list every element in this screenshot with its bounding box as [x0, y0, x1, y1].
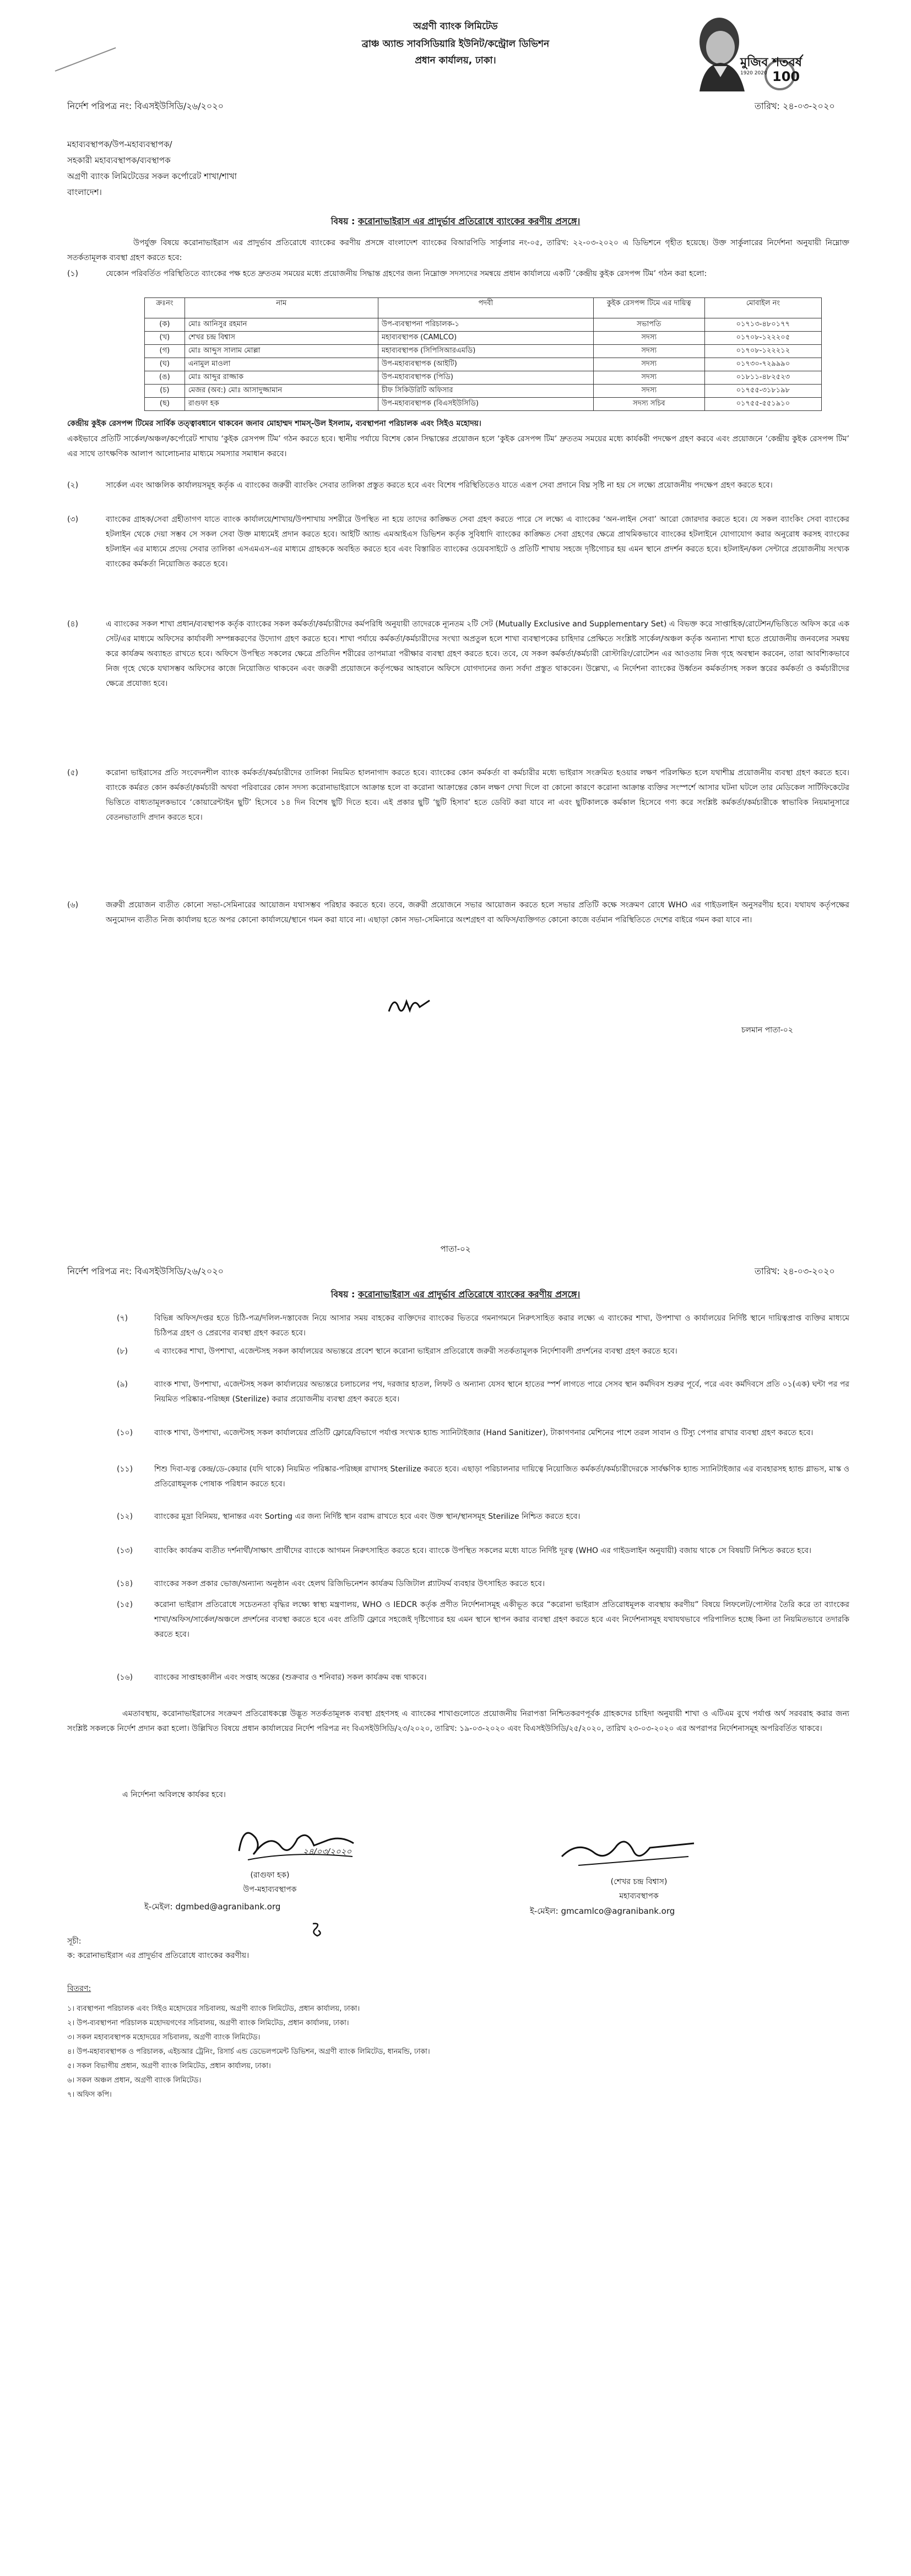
- cell-role: সদস্য: [593, 358, 704, 371]
- cell-designation: উপ-মহাব্যবস্থাপক (বিএসইউসিডি): [378, 398, 593, 411]
- cell-serial: (গ): [145, 345, 185, 358]
- item-number: (১৪): [117, 1579, 133, 1588]
- item-text: এ ব্যাংকের শাখা, উপশাখা, এজেন্টসহ সকল কার্যালয়ের অভ্যন্তরে প্রবেশ স্থানে করোনা ভাইরাস প্রতিরোধে জরুরী সতর্কতামূলক নির্দেশাবলী প্রদর্শনের ব্যবস্থা গ্রহণ করতে হবে।: [154, 1347, 677, 1356]
- cell-role: সদস্য: [593, 371, 704, 385]
- cell-mobile: ০১৭৩০-৭২৯৯৯০: [704, 358, 821, 371]
- logo-number: 100: [772, 69, 800, 84]
- cell-designation: চীফ সিকিউরিটি অফিসার: [378, 385, 593, 398]
- item-number: (১৩): [117, 1546, 133, 1555]
- page-gap: [0, 1146, 911, 1234]
- effective-note: এ নির্দেশনা অবিলম্বে কার্যকর হবে।: [122, 1790, 226, 1799]
- circular-date: তারিখ: ২৪-০৩-২০২০: [755, 101, 835, 111]
- circular-date: তারিখ: ২৪-০৩-২০২০: [755, 1266, 835, 1276]
- cell-name: এনামুল মাওলা: [185, 358, 378, 371]
- cell-serial: (ঘ): [145, 358, 185, 371]
- logo-years: 1920 2020: [740, 71, 767, 76]
- cell-name: মোঃ আনিসুর রহমান: [185, 318, 378, 332]
- circular-number: নির্দেশ পরিপত্র নং: বিএসইউসিডি/২৬/২০২০: [67, 1266, 224, 1276]
- quick-response-team-table: [144, 297, 822, 411]
- list-item: ৪। উপ-মহাব্যবস্থাপক ও পরিচালক, এইচআর ট্রেনিং, রিসার্চ এন্ড ডেভেলপমেন্ট ডিভিশন, অগ্রণী ব্যাংক লিমিটেড, ধানমন্ডি, ঢাকা।: [67, 2048, 430, 2056]
- distribution-label: বিতরণ:: [67, 1984, 91, 1993]
- item-text: করোনা ভাইরাস প্রতিরোধে সচেতনতা বৃদ্ধির লক্ষ্যে স্বাস্থ্য মন্ত্রণালয়, WHO ও IEDCR কর্তৃক প্রণীত নির্দেশনাসমূহ একীভূত করে “করোনা ভাইরাস প্রতিরোধমূলক ব্যবস্থায় করণীয়” বিষয়ে লিফলেট/পোস্টার তৈরি করে তা ব্যাংকের শাখা/অফিস/সার্কেল/অঞ্চলে প্রদর্শনের ব্যবস্থা করতে হবে এবং প্রতিটি ফ্লোরে সহজেই দৃষ্টিগোচর হয় এমন স্থানে স্থাপন করার ব্যবস্থা গ্রহণ করতে হবে এবং নির্দেশনাসমূহ যথাযথভাবে পরিপালিত হচ্ছে কিনা তা নিয়মিতভাবে তদারকি করতে হবে।: [154, 1600, 849, 1639]
- col-serial: ক্রঃনং: [145, 298, 185, 318]
- item-number: (৮): [117, 1347, 128, 1356]
- subject-label: বিষয় :: [330, 1289, 355, 1300]
- item-number: (১৬): [117, 1673, 133, 1682]
- item-number: (১০): [117, 1428, 133, 1437]
- email-label: ই-মেইল:: [530, 1906, 558, 1916]
- col-name: নাম: [185, 298, 378, 318]
- item-number: (৪): [67, 620, 79, 629]
- recipient-line: সহকারী মহাব্যবস্থাপক/ব্যবস্থাপক: [67, 155, 171, 165]
- department-line: ব্রাঞ্চ অ্যান্ড সাবসিডিয়ারি ইউনিট/কন্ট্রোল ডিভিশন: [361, 39, 550, 50]
- cell-name: শেখর চন্দ্র বিশ্বাস: [185, 332, 378, 345]
- table-row: [145, 318, 822, 332]
- table-row: [145, 332, 822, 345]
- recipient-block: [67, 137, 237, 201]
- signatory-left-email-row: [144, 1902, 280, 1912]
- cell-mobile: ০১৭৫৫-৩১৮১৯৮: [704, 385, 821, 398]
- cell-designation: উপ-মহাব্যবস্থাপক (আইটি): [378, 358, 593, 371]
- item-number: (৫): [67, 769, 79, 777]
- signatory-right-name: (শেখর চন্দ্র বিশ্বাস): [610, 1877, 668, 1886]
- cell-name: মেজর (অব:) মোঃ আসাদুজ্জামান: [185, 385, 378, 398]
- cell-name: মোঃ আব্দুর রাজ্জাক: [185, 371, 378, 385]
- email-address[interactable]: dgmbed@agranibank.org: [175, 1902, 281, 1912]
- item-number: (৩): [67, 515, 79, 524]
- handwritten-mark: [308, 1920, 325, 1941]
- item-text: বিভিন্ন অফিস/দপ্তর হতে চিঠি-পত্র/দলিল-দস্তাবেজ নিয়ে আসার সময় বাহকের ব্যক্তিদের ব্যাংকের ভিতরে গমনাগমনে নিরুৎসাহিত করার লক্ষ্যে এ ব্যাংকের শাখা, উপশাখা ও কার্যালয়ের নির্দিষ্ট স্থানে দায়িত্বপ্রাপ্ত ব্যক্তির মাধ্যমে চিঠিপত্র গ্রহণ ও প্রেরণের ব্যবস্থা গ্রহণ করতে হবে।: [154, 1314, 849, 1338]
- cell-designation: উপ-মহাব্যবস্থাপক (পিডি): [378, 371, 593, 385]
- cell-mobile: ০১৭৫৫-৫৫১৯১০: [704, 398, 821, 411]
- cell-designation: উপ-ব্যবস্থাপনা পরিচালক-১: [378, 318, 593, 332]
- handwritten-initial: [386, 992, 435, 1021]
- email-label: ই-মেইল:: [144, 1902, 173, 1912]
- document-page-2: [0, 1234, 911, 2576]
- item-number: (১): [67, 269, 79, 278]
- distribution-list: [67, 2002, 849, 2102]
- mujib-borsho-logo: [687, 9, 804, 93]
- cell-role: সভাপতি: [593, 318, 704, 332]
- subject-text: করোনাভাইরাস এর প্রাদুর্ভাব প্রতিরোধে ব্যাংকের করণীয় প্রসঙ্গে।: [358, 1289, 581, 1300]
- item-text: জরুরী প্রয়োজন ব্যতীত কোনো সভা-সেমিনারের আয়োজন যথাসম্ভব পরিহার করতে হবে। তবে, জরুরী প্রয়োজনে সভার আয়োজন করতে হলে সভার প্রতিটি কক্ষে সংক্রমণ রোধে WHO এর গাইডলাইন অনুসরণীয় হবে। যথাযথ কর্তৃপক্ষের অনুমোদন ব্যতীত নিজ কার্যালয় হতে অপর কোনো কার্যালয়ে/স্থানে গমন করা যাবে না। এছাড়া কোন সভা-সেমিনারে অংশগ্রহণ বা অফিস/ব্যক্তিগত কোনো কাজে বর্তমান পরিস্থিতিতে দেশের বাইরে গমন করা যাবে না।: [106, 901, 849, 924]
- item-text: যেকোন পরিবর্তিত পরিস্থিতিতে ব্যাংকের পক্ষ হতে দ্রুততম সময়ের মধ্যে প্রয়োজনীয় সিদ্ধান্ত গ্রহণের জন্য নিম্নোক্ত সদস্যদের সমন্বয়ে প্রধান কার্যালয়ে একটি ‘কেন্দ্রীয় কুইক রেসপন্স টিম’ গঠন করা হলো:: [106, 269, 707, 278]
- email-address[interactable]: gmcamlco@agranibank.org: [561, 1906, 675, 1916]
- signatory-left-name: (রাগুফা হক): [250, 1871, 290, 1880]
- cell-name: রাগুফা হক: [185, 398, 378, 411]
- item-number: (২): [67, 481, 79, 490]
- bank-name: অগ্রণী ব্যাংক লিমিটেড: [413, 21, 498, 32]
- signature-right: [556, 1829, 699, 1876]
- item-text: ব্যাংকের গ্রাহক/সেবা গ্রহীতাগণ যাতে ব্যাংক কার্যালয়ে/শাখায়/উপশাখায় সশরীরে উপস্থিত না হয়ে তাদের কাঙ্ক্ষিত সেবা গ্রহণ করতে পারে সে লক্ষ্যে এ ব্যাংকের ‘অন-লাইন সেবা’ আরো জোরদার করতে হবে। যে সকল ব্যাংকিং সেবা ব্যাংকের হটলাইন থেকে দেয়া সম্ভব সে সকল সেবা উক্ত মাধ্যমেই প্রদান করতে হবে। আইটি অ্যান্ড এমআইএস ডিভিশন কর্তৃক সুবিধাদি ব্যাংকের কাঙ্ক্ষিত সেবা গ্রহণের ক্ষেত্রে প্রাথমিকভাবে ব্যাংকের হটলাইনে যোগাযোগ করার অনুরোধ করসহ ব্যাংকের হটলাইন এর মাধ্যমে প্রদেয় সেবার তালিকা এসএমএস-এর মাধ্যমে গ্রাহককে অবহিত করতে হবে এবং বিস্তারিত ব্যাংকের ওয়েবসাইটে ও প্রতিটি শাখায় সহজে দৃষ্টিগোচর হয় এমন স্থানে প্রদর্শন করতে হবে। হটলাইন/কল সেন্টারে প্রয়োজনীয় সংখ্যক ব্যাংকের কর্মকর্তা নিয়োজিত করতে হবে।: [106, 515, 849, 569]
- item-number: (৭): [117, 1314, 128, 1323]
- item-text: ব্যাংকের সকল প্রকার ভোজ/অন্যান্য অনুষ্ঠান এবং হেলথ রিজিভিনেশন কার্যক্রম ডিজিটাল প্ল্যাটফর্ম ব্যবহার উৎসাহিত করতে হবে।: [154, 1579, 545, 1588]
- cell-mobile: ০১৮১১-৪৮২৫২৩: [704, 371, 821, 385]
- continued-note: চলমান পাতা-০২: [741, 1026, 794, 1035]
- signatory-right-email-row: [530, 1906, 675, 1917]
- cell-serial: (ক): [145, 318, 185, 332]
- subject-line: [125, 216, 786, 227]
- cell-serial: (খ): [145, 332, 185, 345]
- office-line: প্রধান কার্যালয়, ঢাকা।: [415, 55, 496, 66]
- cell-mobile: ০১৭১৩-৪৮০১৭৭: [704, 318, 821, 332]
- recipient-line: মহাব্যবস্থাপক/উপ-মহাব্যবস্থাপক/: [67, 139, 172, 149]
- item-text: ব্যাংক শাখা, উপশাখা, এজেন্টসহ সকল কার্যালয়ের প্রতিটি ফ্লোরে/বিভাগে পর্যাপ্ত সংখ্যক হ্যান্ড স্যানিটাইজার (Hand Sanitizer), টাকাগণনার মেশিনের পাশে তরল সাবান ও টিস্যু পেপার রাখার ব্যবস্থা গ্রহণ করতে হবে।: [154, 1428, 814, 1437]
- intro-paragraph: উপর্যুক্ত বিষয়ে করোনাভাইরাস এর প্রাদুর্ভাব প্রতিরোধে ব্যাংকের করণীয় প্রসঙ্গে বাংলাদেশ ব্যাংকের বিআরপিডি সার্কুলার নং-০৫, তারিখ: ২২-০৩-২০২০ এ ডিভিশনে গৃহীত হয়েছে। উক্ত সার্কুলারের নির্দেশনা অনুযায়ী নিম্নোক্ত সতর্কতামূলক ব্যবস্থা গ্রহণ করতে হবে:: [67, 239, 849, 262]
- table-row: [145, 398, 822, 411]
- list-item: ৩। সকল মহাব্যবস্থাপক মহোদয়ের সচিবালয়, অগ্রণী ব্যাংক লিমিটেড।: [67, 2033, 261, 2042]
- cell-serial: (ছ): [145, 398, 185, 411]
- signature-left: [231, 1818, 364, 1871]
- list-item: ২। উপ-ব্যবস্থাপনা পরিচালক মহোদয়গণের সচিবালয়, অগ্রণী ব্যাংক লিমিটেড, প্রধান কার্যালয়, ঢাকা।: [67, 2019, 349, 2027]
- page-label: পাতা-০২: [440, 1244, 471, 1254]
- item-text: শিশু দিবা-যত্ন কেন্দ্র/ডে-কেয়ার (যদি থাকে) নিয়মিত পরিষ্কার-পরিচ্ছন্ন রাখাসহ Sterilize করতে হবে। এছাড়া পরিচালনার দায়িত্বে নিয়োজিত কর্মকর্তা/কর্মচারীদেরকে সার্বক্ষণিক হ্যান্ড স্যানিটাইজার এর ব্যবহারসহ হ্যান্ড গ্লাভস, মাস্ক ও প্রতিরোধমূলক পোষাক পরিধান করতে হবে।: [154, 1465, 849, 1489]
- table-header-row: [145, 298, 822, 318]
- team-paragraph: একইভাবে প্রতিটি সার্কেল/অঞ্চল/কর্পোরেট শাখায় ‘কুইক রেসপন্স টিম’ গঠন করতে হবে। স্থানীয় পর্যায়ে বিশেষ কোন সিদ্ধান্তের প্রয়োজন হলে ‘কুইক রেসপন্স টিম’ দ্রুততম সময়ের মধ্যে কার্যকরী পদক্ষেপ গ্রহণ করবে এবং প্রয়োজনে ‘কেন্দ্রীয় কুইক রেসপন্স টিম’ এর সাথে তাৎক্ষণিক আলাপ আলোচনার মাধ্যমে সমস্যার সমাধান করবে।: [67, 435, 849, 458]
- table-row: [145, 371, 822, 385]
- cell-serial: (ঙ): [145, 371, 185, 385]
- table-row: [145, 345, 822, 358]
- signature-scribble-icon: [556, 1829, 699, 1873]
- cell-designation: মহাব্যবস্থাপক (CAMLCO): [378, 332, 593, 345]
- list-item: ৫। সকল বিভাগীয় প্রধান, অগ্রণী ব্যাংক লিমিটেড, প্রধান কার্যালয়, ঢাকা।: [67, 2062, 271, 2070]
- cell-role: সদস্য: [593, 385, 704, 398]
- cell-name: মোঃ আব্দুস সালাম মোল্লা: [185, 345, 378, 358]
- team-supervision-note: কেন্দ্রীয় কুইক রেসপন্স টিমের সার্বিক তত্ত্বাবধানে থাকবেন জনাব মোহাম্মদ শামস্-উল ইসলাম, ব্যবস্থাপনা পরিচালক এবং সিইও মহোদয়।: [67, 419, 481, 428]
- item-number: (৯): [117, 1380, 128, 1389]
- item-number: (১১): [117, 1465, 133, 1474]
- signatory-left-title: উপ-মহাব্যবস্থাপক: [243, 1885, 297, 1894]
- cell-role: সদস্য সচিব: [593, 398, 704, 411]
- recipient-line: বাংলাদেশ।: [67, 187, 102, 197]
- cell-serial: (চ): [145, 385, 185, 398]
- table-row: [145, 358, 822, 371]
- col-designation: পদবী: [378, 298, 593, 318]
- item-number: (৬): [67, 901, 79, 910]
- item-text: ব্যাংকের সাপ্তাহকালীন এবং সপ্তাহ অন্তের (শুক্রবার ও শনিবার) সকল কার্যক্রম বন্ধ থাকবে।: [154, 1673, 427, 1682]
- document-page-1: [0, 0, 911, 1146]
- subject-text: করোনাভাইরাস এর প্রাদুর্ভাব প্রতিরোধে ব্যাংকের করণীয় প্রসঙ্গে।: [358, 216, 581, 226]
- subject-line: [125, 1289, 786, 1300]
- closing-paragraph: এমতাবস্থায়, করোনাভাইরাসের সংক্রমণ প্রতিরোধকল্পে উদ্ভূত সতর্কতামূলক ব্যবস্থা গ্রহণসহ এ ব্যাংকের শাখাগুলোতে প্রয়োজনীয় নিরাপত্তা নিশ্চিতকরণপূর্বক গ্রাহকদের চাহিদা অনুযায়ী শাখা ও এটিএম বুথে পর্যাপ্ত অর্থ সরবরাহ করার জন্য সংশ্লিষ্ট সকলকে নির্দেশ প্রদান করা হলো। উল্লিখিত বিষয়ে প্রধান কার্যালয়ের নির্দেশ পরিপত্র নং বিএসইউসিডি/২৩/২০২০, তারিখ: ১৯-০৩-২০২০ এবং বিএসইউসিডি/২৫/২০২০, তারিখ ২৩-০৩-২০২০ এর অপরাপর নির্দেশনাসমূহ অপরিবর্তিত থাকবে।: [67, 1709, 849, 1733]
- item-text: ব্যাংকের মুদ্রা বিনিময়, স্থানান্তর এবং Sorting এর জন্য নির্দিষ্ট স্থান বরাদ্দ রাখতে হবে এবং উক্ত স্থান/স্থানসমূহ Sterilize নিশ্চিত করতে হবে।: [154, 1512, 581, 1521]
- cell-role: সদস্য: [593, 345, 704, 358]
- cell-mobile: ০১৭০৮-১২২২১২: [704, 345, 821, 358]
- signatory-right-title: মহাব্যবস্থাপক: [619, 1892, 659, 1901]
- item-text: সার্কেল এবং আঞ্চলিক কার্যালয়সমূহ কর্তৃক এ ব্যাংকের জরুরী ব্যাংকিং সেবার তালিকা প্রস্তুত করতে হবে এবং বিশেষ পরিস্থিতিতেও যাতে এরূপ সেবা প্রদানে বিঘ্ন সৃষ্টি না হয় সে লক্ষ্যে প্রয়োজনীয় পদক্ষেপ গ্রহণ করতে হবে।: [106, 481, 773, 490]
- list-item: ১। ব্যবস্থাপনা পরিচালক এবং সিইও মহোদয়ের সচিবালয়, অগ্রণী ব্যাংক লিমিটেড, প্রধান কার্যালয়, ঢাকা।: [67, 2005, 360, 2013]
- signature-scribble-icon: [231, 1818, 364, 1868]
- table-row: [145, 385, 822, 398]
- signature-date: ২৪/০৩/২০২০: [303, 1847, 352, 1857]
- scan-mark-top: [55, 47, 116, 72]
- circular-number: নির্দেশ পরিপত্র নং: বিএসইউসিডি/২৬/২০২০: [67, 101, 224, 111]
- recipient-line: অগ্রণী ব্যাংক লিমিটেডের সকল কর্পোরেট শাখা/শাখা: [67, 171, 237, 181]
- index-item: ক: করোনাভাইরাস এর প্রাদুর্ভাব প্রতিরোধে ব্যাংকের করণীয়।: [67, 1951, 250, 1960]
- item-text: করোনা ভাইরাসের প্রতি সংবেদনশীল ব্যাংক কর্মকর্তা/কর্মচারীদের তালিকা নিয়মিত হালনাগাদ করতে হবে। ব্যাংকের কোন কর্মকর্তা বা কর্মচারীর মধ্যে ভাইরাস সংক্রমিত হওয়ার লক্ষণ পরিলক্ষিত হলে যথাশীঘ্র প্রয়োজনীয় ব্যবস্থা গ্রহণ করতে হবে। ব্যাংকে কর্মরত কোন কর্মকর্তা/কর্মচারী অথবা পরিবারের কোন সদস্য করোনাভাইরাসে আক্রান্ত হলে বা করোনা আক্রান্তের কোন লক্ষণ দেখা দিলে বা কোনো কারণে করোনা আক্রান্ত ব্যক্তির সংস্পর্শে আসার ঘটনা ঘটলে তার মেডিকেল সার্টিফিকেটের ভিত্তিতে বাধ্যতামূলকভাবে ‘কোয়ারেন্টাইন ছুটি’ হিসেবে ১৪ দিন বিশেষ ছুটি দিতে হবে। এই প্রকার ছুটি ‘ছুটি হিসাব’ হতে ডেবিট করা যাবে না এবং ছুটিকালকে কর্মকাল হিসেবে গণ্য করে সংশ্লিষ্ট কর্মকর্তা/কর্মচারীকে স্বাভাবিক নিয়মানুসারে বেতনভাতাদি প্রদান করতে হবে।: [106, 769, 849, 822]
- cell-role: সদস্য: [593, 332, 704, 345]
- cell-designation: মহাব্যবস্থাপক (সিপিসিআরএমডি): [378, 345, 593, 358]
- logo-caption: মুজিব শতবর্ষ: [740, 56, 802, 69]
- item-number: (১৫): [117, 1600, 133, 1609]
- item-number: (১২): [117, 1512, 133, 1521]
- index-label: সূচী:: [67, 1937, 82, 1946]
- subject-label: বিষয় :: [330, 216, 355, 226]
- mark-scribble-icon: [308, 1920, 325, 1938]
- col-mobile: মোবাইল নং: [704, 298, 821, 318]
- col-role: কুইক রেসপন্স টিমে এর দায়িত্ব: [593, 298, 704, 318]
- list-item: ৬। সকল অঞ্চল প্রধান, অগ্রণী ব্যাংক লিমিটেড।: [67, 2076, 202, 2085]
- cell-mobile: ০১৭০৮-১২২২০৫: [704, 332, 821, 345]
- item-text: ব্যাংকিং কার্যক্রম ব্যতীত দর্শনার্থী/সাক্ষাৎ প্রার্থীদের ব্যাংকে আগমন নিরুৎসাহিত করতে হবে। ব্যাংকে উপস্থিত সকলের মধ্যে যাতে নির্দিষ্ট দূরত্ব (WHO এর গাইডলাইন অনুযায়ী) বজায় থাকে সে বিষয়টি নিশ্চিত করতে হবে।: [154, 1546, 812, 1555]
- list-item: ৭। অফিস কপি।: [67, 2091, 112, 2099]
- item-text: এ ব্যাংকের সকল শাখা প্রধান/ব্যবস্থাপক কর্তৃক ব্যাংকের সকল কর্মকর্তা/কর্মচারীদের কর্মপরিধি অনুযায়ী তাদেরকে ন্যূনতম ২টি সেট (Mutually Exclusive and Supplementary Set) এ বিভক্ত করে সাপ্তাহিক/রোটেশন/ভিত্তিতে অফিস করে এক সেট/এর মাধ্যমে অফিসের কার্যাবলী সম্পন্নকরণের উদ্যোগ গ্রহণ করতে হবে। শাখা পর্যায়ে কর্মকর্তা/কর্মচারীদের সংখ্যা অপ্রতুল হলে শাখা ব্যবস্থাপকের চাহিদার প্রেক্ষিতে সংশ্লিষ্ট সার্কেল/অঞ্চল কর্তৃক অন্যান্য শাখা হতে প্রয়োজনীয় জনবলের সমন্বয় করে কার্যক্রম অব্যাহত রাখতে হবে। অফিসে উপস্থিত সকলের ক্ষেত্রে প্রতিদিন শরীরের তাপমাত্রা পরীক্ষার ব্যবস্থা গ্রহণ করতে হবে। তবে, যে সকল কর্মকর্তা/কর্মচারী রোস্টারিং/রোটেশন এর আওতায় নিজ গৃহে অবস্থান করবেন, তারা আবশ্যিকভাবে নিজ গৃহে থেকে যথাসম্ভব অফিসের কাজে নিয়োজিত থাকবেন এবং জরুরী প্রয়োজনে কর্তৃপক্ষের আহবানে অফিসে যোগদানের জন্য সর্বদা প্রস্তুত থাকবেন। উল্লেখ্য, এ নির্দেশনা ব্যাংকের উর্ধ্বতন কর্মকর্তাসহ সকল স্তরের কর্মকর্তা ও কর্মচারীদের ক্ষেত্রে প্রযোজ্য হবে।: [106, 620, 849, 688]
- item-text: ব্যাংক শাখা, উপশাখা, এজেন্টসহ সকল কার্যালয়ের অভ্যন্তরে চলাচলের পথ, দরজার হাতল, লিফট ও অন্যান্য যেসব স্থানে হাতের স্পর্শ লাগতে পারে সেসব স্থান কর্মদিবস শুরুর পূর্বে, পরে এবং কর্মদিবসে প্রতি ০১(এক) ঘন্টা পর পর নিয়মিত পরিষ্কার-পরিচ্ছন্ন (Sterilize) করার প্রয়োজনীয় ব্যবস্থা গ্রহণ করতে হবে।: [154, 1380, 849, 1404]
